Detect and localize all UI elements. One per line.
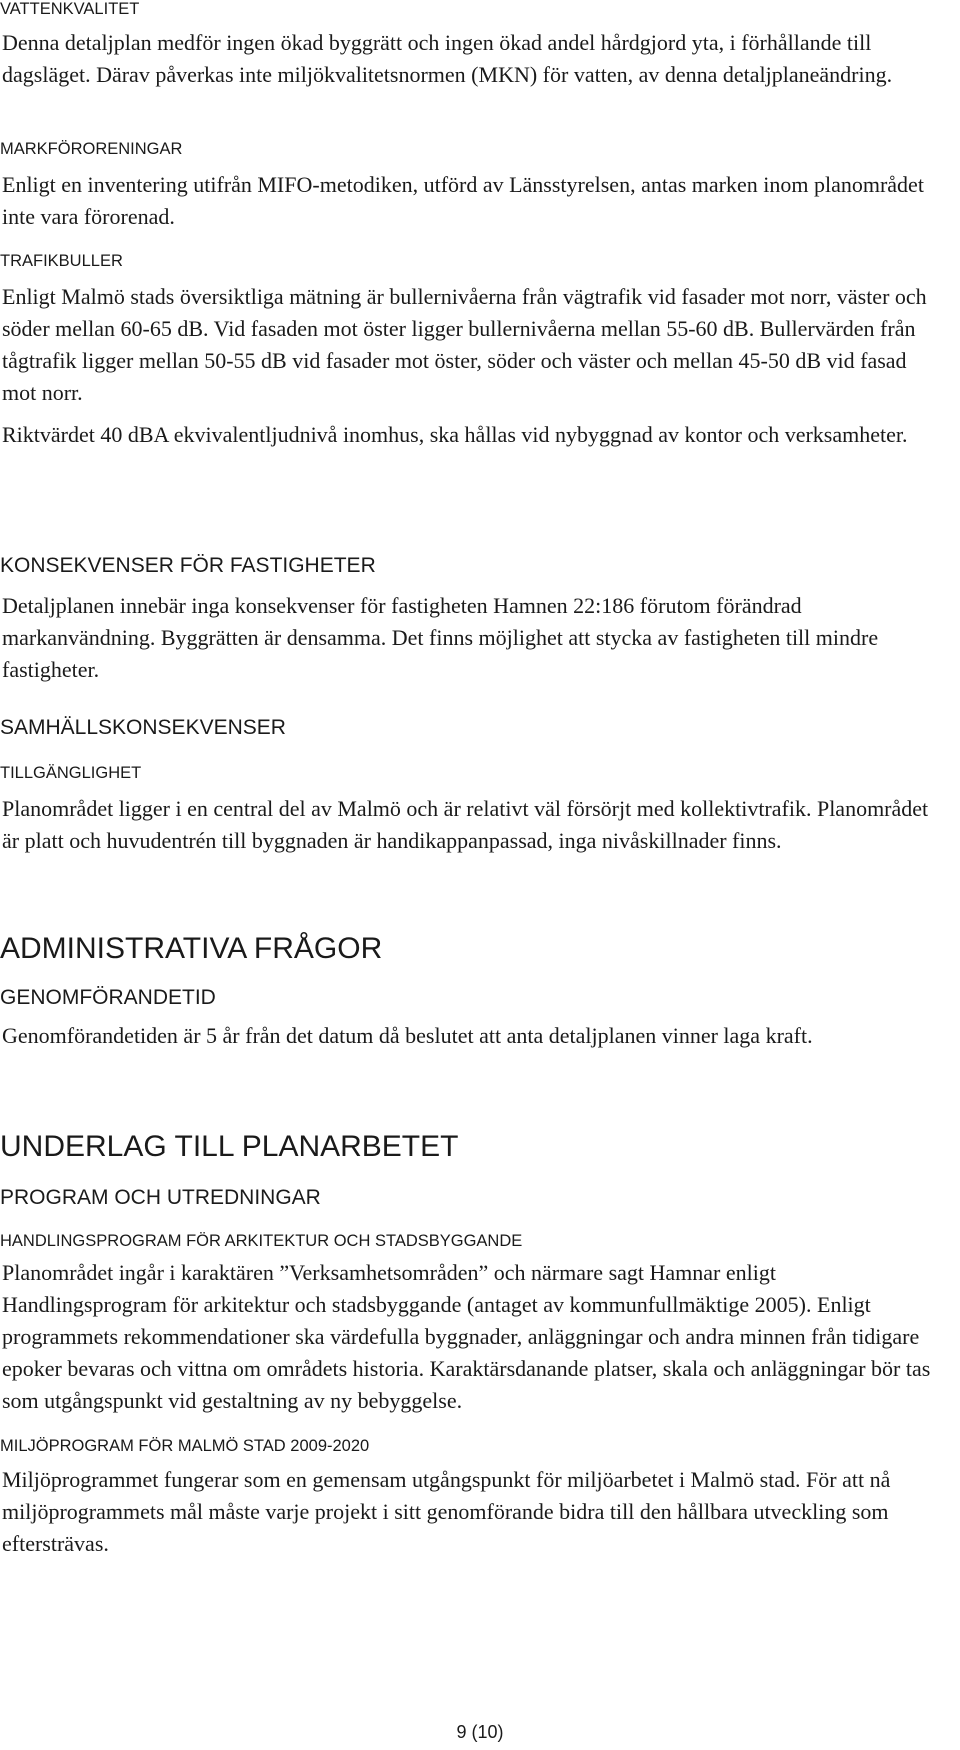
paragraph-konsekvenser: Detaljplanen innebär inga konsekvenser för fastigheten Hamnen 22:186 förutom förändrad markanvändning. Byggrätten är densamma. Det finns möjlighet att stycka av fastigheten till mindre fastigheter. — [2, 593, 879, 682]
heading-handlingsprogram: HANDLINGSPROGRAM FÖR ARKITEKTUR OCH STADSBYGGANDE — [0, 1232, 523, 1250]
paragraph-tillganglighet: Planområdet ligger i en central del av Malmö och är relativt väl försörjt med kollektivtrafik. Planområdet är platt och huvudentrén till byggnaden är handikappanpassad, inga nivåskillnader finns. — [2, 796, 929, 853]
paragraph-trafikbuller-1: Enligt Malmö stads översiktliga mätning är bullernivåerna från vägtrafik vid fasader mot norr, väster och söder mellan 60-65 dB. Vid fasaden mot öster ligger bullernivåerna mellan 55-60 dB. Bullervärden från tågtrafik ligger mellan 50-55 dB vid fasader mot öster, söder och väster och mellan 45-50 dB vid fasad mot norr. — [2, 284, 927, 405]
paragraph-miljoprogram: Miljöprogrammet fungerar som en gemensam utgångspunkt för miljöarbetet i Malmö stad. För att nå miljöprogrammets mål måste varje projekt i sitt genomförande bidra till den hållbara utveckling som eftersträvas. — [2, 1467, 891, 1556]
heading-markfororeningar: MARKFÖRORENINGAR — [0, 140, 183, 158]
section-vattenkvalitet — [0, 0, 932, 91]
heading-vattenkvalitet: VATTENKVALITET — [0, 0, 140, 18]
page-number: 9 (10) — [456, 1722, 504, 1742]
section-konsekvenser — [0, 554, 932, 686]
heading-program-utredningar: PROGRAM OCH UTREDNINGAR — [0, 1186, 321, 1209]
heading-tillganglighet: TILLGÄNGLIGHET — [0, 764, 142, 782]
section-underlag — [0, 1130, 932, 1560]
paragraph-markfororeningar: Enligt en inventering utifrån MIFO-metodiken, utförd av Länsstyrelsen, antas marken inom planområdet inte vara förorenad. — [2, 172, 924, 229]
paragraph-vattenkvalitet: Denna detaljplan medför ingen ökad byggrätt och ingen ökad andel hårdgjord yta, i förhållande till dagsläget. Därav påverkas inte miljökvalitetsnormen (MKN) för vatten, av denna detaljplaneändring. — [2, 30, 893, 87]
heading-miljoprogram: MILJÖPROGRAM FÖR MALMÖ STAD 2009-2020 — [0, 1437, 370, 1455]
section-markfororeningar — [0, 140, 932, 233]
paragraph-genomforandetid: Genomförandetiden är 5 år från det datum då beslutet att anta detaljplanen vinner laga kraft. — [2, 1023, 813, 1048]
section-administrativa — [0, 932, 932, 1052]
paragraph-trafikbuller-2: Riktvärdet 40 dBA ekvivalentljudnivå inomhus, ska hållas vid nybyggnad av kontor och verksamheter. — [2, 422, 908, 447]
paragraph-handlingsprogram: Planområdet ingår i karaktären ”Verksamhetsområden” och närmare sagt Hamnar enligt Handlingsprogram för arkitektur och stadsbyggande (antaget av kommunfullmäktige 2005). Enligt programmets rekommendationer ska värdefulla byggnader, anläggningar och andra minnen från tidigare epoker bevaras och vittna om områdets historia. Karaktärsdanande platser, skala och anläggningar bör tas som utgångspunkt vid gestaltning av ny bebyggelse. — [2, 1260, 931, 1413]
heading-underlag: UNDERLAG TILL PLANARBETET — [0, 1130, 459, 1163]
heading-administrativa: ADMINISTRATIVA FRÅGOR — [0, 932, 383, 965]
heading-konsekvenser: KONSEKVENSER FÖR FASTIGHETER — [0, 554, 376, 577]
heading-trafikbuller: TRAFIKBULLER — [0, 252, 123, 270]
section-samhallskonsekvenser — [0, 716, 932, 857]
section-trafikbuller — [0, 252, 932, 451]
heading-genomforandetid: GENOMFÖRANDETID — [0, 986, 216, 1009]
heading-samhallskonsekvenser: SAMHÄLLSKONSEKVENSER — [0, 716, 286, 739]
